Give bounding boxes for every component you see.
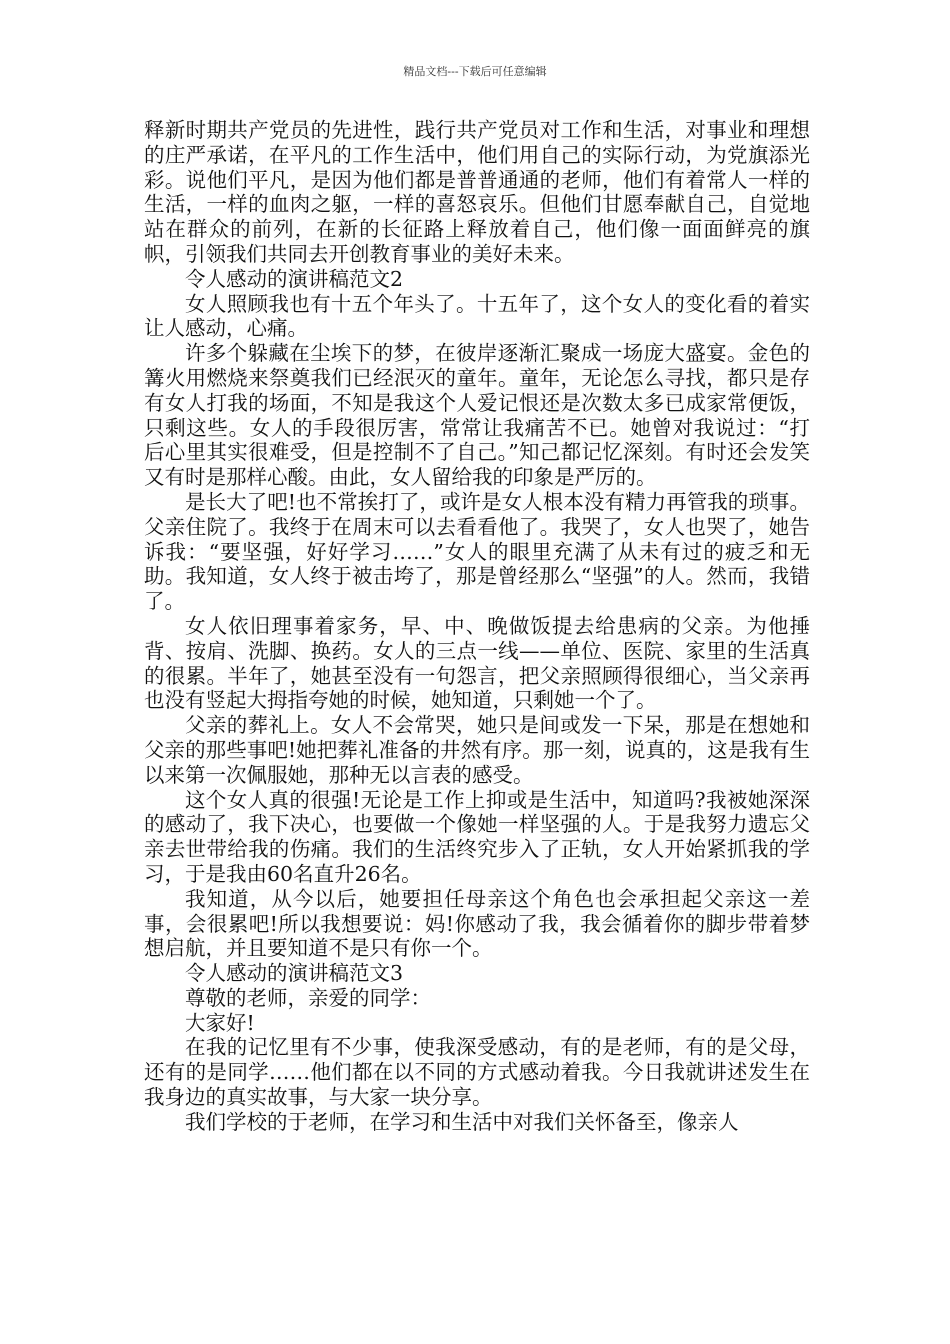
paragraph: 我们学校的于老师，在学习和生活中对我们关怀备至，像亲人 <box>185 1109 739 1134</box>
section-heading: 令人感动的演讲稿范文3 <box>185 961 404 986</box>
document-body <box>144 118 810 1135</box>
paragraph: 我知道，从今以后，她要担任母亲这个角色也会承担起父亲这一差事，会很累吧!所以我想要说：妈!你感动了我，我会循着你的脚步带着梦想启航，并且要知道不是只有你一个。 <box>144 886 810 961</box>
paragraph: 许多个躲藏在尘埃下的梦，在彼岸逐渐汇聚成一场庞大盛宴。金色的篝火用燃烧来祭奠我们已经泯灭的童年。童年，无论怎么寻找，都只是存有女人打我的场面，不知是我这个人爱记恨还是次数太多已成家常便饭，只剩这些。女人的手段很厉害，常常让我痛苦不已。她曾对我说过：“打后心里其实很难受，但是控制不了自己。”知己都记忆深刻。有时还会发笑又有时是那样心酸。由此，女人留给我的印象是严厉的。 <box>144 341 810 490</box>
salutation: 尊敬的老师，亲爱的同学： <box>185 985 431 1010</box>
section-heading: 令人感动的演讲稿范文2 <box>185 266 404 291</box>
paragraph: 是长大了吧!也不常挨打了，或许是女人根本没有精力再管我的琐事。父亲住院了。我终于在周末可以去看看他了。我哭了，女人也哭了，她告诉我：“要坚强，好好学习……”女人的眼里充满了从未有过的疲乏和无助。我知道，女人终于被击垮了，那是曾经那么“坚强”的人。然而，我错了。 <box>144 489 810 614</box>
paragraph: 释新时期共产党员的先进性，践行共产党员对工作和生活，对事业和理想的庄严承诺，在平凡的工作生活中，他们用自己的实际行动，为党旗添光彩。说他们平凡，是因为他们都是普普通通的老师，他们有着常人一样的生活，一样的血肉之躯，一样的喜怒哀乐。但他们甘愿奉献自己，自觉地站在群众的前列，在新的长征路上释放着自己，他们像一面面鲜亮的旗帜，引领我们共同去开创教育事业的美好未来。 <box>144 118 810 266</box>
greeting: 大家好! <box>185 1010 255 1035</box>
paragraph: 女人依旧理事着家务，早、中、晚做饭提去给患病的父亲。为他捶背、按肩、洗脚、换药。女人的三点一线——单位、医院、家里的生活真的很累。半年了，她甚至没有一句怨言，把父亲照顾得很细心，当父亲再也没有竖起大拇指夸她的时候，她知道，只剩她一个了。 <box>144 613 810 713</box>
page-header: 精品文档---下载后可任意编辑 <box>403 65 547 78</box>
paragraph: 女人照顾我也有十五个年头了。十五年了，这个女人的变化看的着实让人感动，心痛。 <box>144 291 810 341</box>
paragraph: 在我的记忆里有不少事，使我深受感动，有的是老师，有的是父母，还有的是同学……他们都在以不同的方式感动着我。今日我就讲述发生在我身边的真实故事，与大家一块分享。 <box>144 1035 810 1110</box>
paragraph: 父亲的葬礼上。女人不会常哭，她只是间或发一下呆，那是在想她和父亲的那些事吧!她把葬礼准备的井然有序。那一刻，说真的，这是我有生以来第一次佩服她，那种无以言表的感受。 <box>144 713 810 787</box>
paragraph: 这个女人真的很强!无论是工作上抑或是生活中，知道吗?我被她深深的感动了，我下决心，也要做一个像她一样坚强的人。于是我努力遗忘父亲去世带给我的伤痛。我们的生活终究步入了正轨，女人开始紧抓我的学习，于是我由60名直升26名。 <box>144 787 810 886</box>
